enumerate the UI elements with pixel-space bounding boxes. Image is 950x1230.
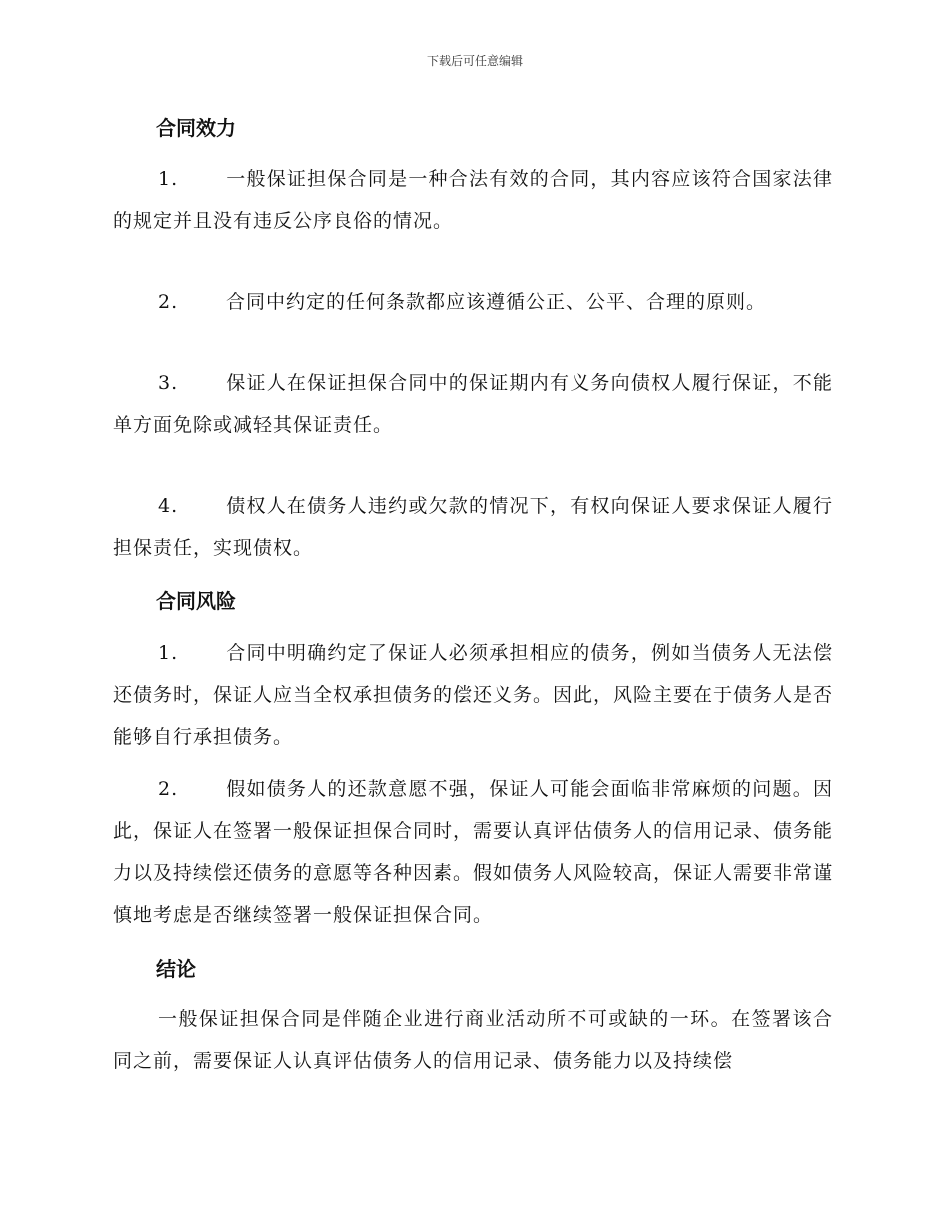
list-item [113,281,833,323]
section-heading-risk: 合同风险 [156,589,236,613]
item-text: 保证人在保证担保合同中的保证期内有义务向债权人履行保证，不能单方面免除或减轻其保证责任。 [113,372,833,436]
item-number: 4. [158,495,179,517]
page-header-note: 下载后可任意编辑 [426,54,523,68]
section-heading-validity: 合同效力 [156,116,236,140]
list-item [113,632,833,758]
list-item [113,158,833,242]
item-text: 一般保证担保合同是一种合法有效的合同，其内容应该符合国家法律的规定并且没有违反公序良俗的情况。 [113,168,833,232]
item-text: 债权人在债务人违约或欠款的情况下，有权向保证人要求保证人履行担保责任，实现债权。 [113,495,833,559]
conclusion-paragraph: 一般保证担保合同是伴随企业进行商业活动所不可或缺的一环。在签署该合同之前，需要保证人认真评估债务人的信用记录、债务能力以及持续偿 [113,1008,833,1072]
item-number: 2. [158,778,179,800]
item-text: 假如债务人的还款意愿不强，保证人可能会面临非常麻烦的问题。因此，保证人在签署一般保证担保合同时，需要认真评估债务人的信用记录、债务能力以及持续偿还债务的意愿等各种因素。假如债务人风险较高，保证人需要非常谨慎地考虑是否继续签署一般保证担保合同。 [113,778,834,926]
list-item [113,485,833,569]
section-heading-conclusion: 结论 [156,957,196,981]
item-number: 1. [158,642,179,664]
list-item [113,362,833,446]
item-number: 2. [158,291,179,313]
item-number: 1. [158,168,179,190]
item-number: 3. [158,372,179,394]
item-text: 合同中明确约定了保证人必须承担相应的债务，例如当债务人无法偿还债务时，保证人应当全权承担债务的偿还义务。因此，风险主要在于债务人是否能够自行承担债务。 [113,642,834,748]
item-text: 合同中约定的任何条款都应该遵循公正、公平、合理的原则。 [226,291,767,313]
list-item [113,768,833,936]
